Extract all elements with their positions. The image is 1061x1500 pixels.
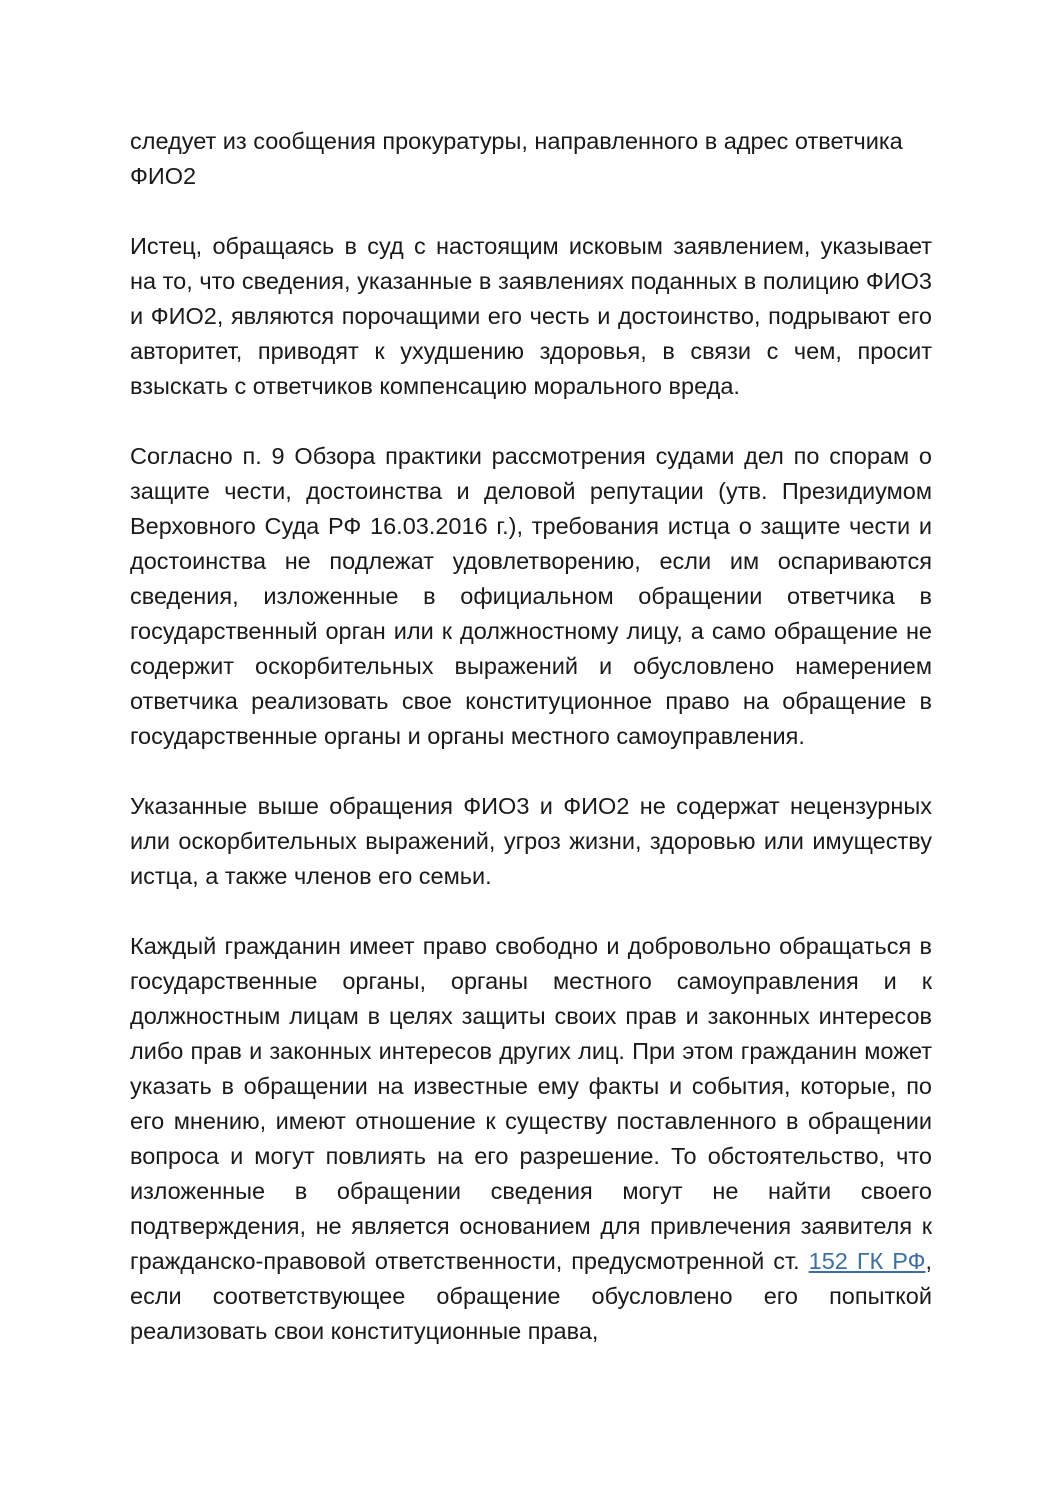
paragraph-1: следует из сообщения прокуратуры, направленного в адрес ответчика ФИО2 bbox=[130, 128, 903, 189]
paragraph-3: Согласно п. 9 Обзора практики рассмотрения судами дел по спорам о защите чести, достоинства и деловой репутации (утв. Президиумом Верховного Суда РФ 16.03.2016 г.), требования истца о защите чести и достоинства не подлежат удовлетворению, если им оспариваются сведения, изложенные в официальном обращении ответчика в государственный орган или к должностному лицу, а само обращение не содержит оскорбительных выражений и обусловлено намерением ответчика реализовать свое конституционное право на обращение в государственные органы и органы местного самоуправления. bbox=[130, 443, 932, 749]
paragraph-5-text-before: Каждый гражданин имеет право свободно и добровольно обращаться в государственные органы, органы местного самоуправления и к должностным лицам в целях защиты своих прав и законных интересов либо прав и законных интересов других лиц. При этом гражданин может указать в обращении на известные ему факты и события, которые, по его мнению, имеют отношение к существу поставленного в обращении вопроса и могут повлиять на его разрешение. То обстоятельство, что изложенные в обращении сведения могут не найти своего подтверждения, не является основанием для привлечения заявителя к гражданско-правовой ответственности, предусмотренной ст. bbox=[130, 933, 932, 1274]
paragraph-4: Указанные выше обращения ФИО3 и ФИО2 не содержат нецензурных или оскорбительных выражений, угроз жизни, здоровью или имуществу истца, а также членов его семьи. bbox=[130, 793, 932, 889]
paragraph-2: Истец, обращаясь в суд с настоящим исковым заявлением, указывает на то, что сведения, указанные в заявлениях поданных в полицию ФИО3 и ФИО2, являются порочащими его честь и достоинство, подрывают его авторитет, приводят к ухудшению здоровья, в связи с чем, просит взыскать с ответчиков компенсацию морального вреда. bbox=[130, 233, 932, 399]
paragraph-5 bbox=[130, 929, 932, 1349]
law-article-link[interactable]: 152 ГК РФ bbox=[808, 1248, 926, 1274]
paragraph-5-text-after: , если соответствующее обращение обусловлено его попыткой реализовать свои конституционные права, bbox=[130, 1248, 932, 1344]
document-page bbox=[130, 124, 932, 1384]
